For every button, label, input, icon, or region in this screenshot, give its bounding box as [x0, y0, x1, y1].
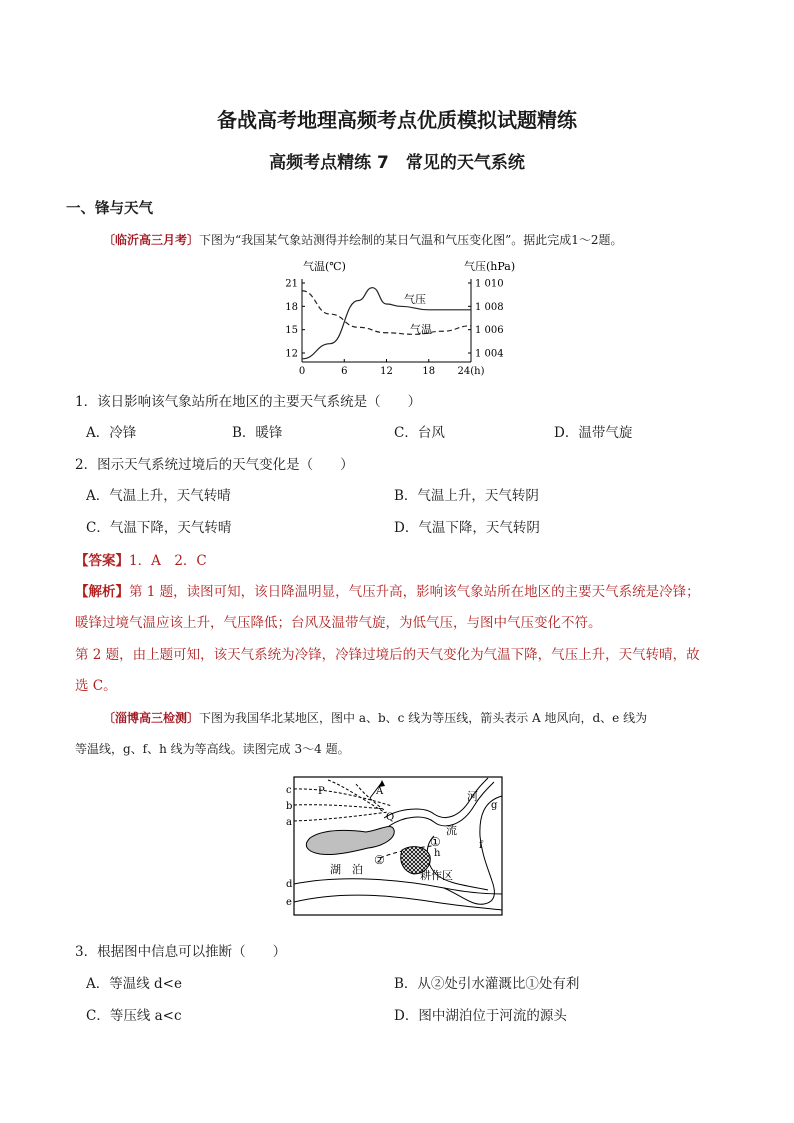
x-tick-label: 12 [380, 366, 393, 377]
label-c: c [286, 785, 292, 796]
q2-option-c[interactable]: C．气温下降，天气转晴 [86, 520, 232, 536]
y-left-tick-label: 18 [285, 301, 298, 313]
north-china-map [284, 776, 506, 916]
x-tick-label: 6 [341, 366, 348, 377]
question-1: 1．该日影响该气象站所在地区的主要天气系统是（ ） [75, 394, 422, 410]
intro-2 [103, 709, 647, 726]
q1-option-d[interactable]: D．温带气旋 [554, 425, 633, 441]
q3-option-a[interactable]: A．等温线 d<e [86, 976, 182, 992]
intro-1 [103, 231, 623, 248]
legend-temperature: 气温 [410, 323, 432, 336]
label-circle-1: ① [430, 835, 441, 849]
y-left-tick-label: 15 [285, 325, 298, 337]
q2-option-d[interactable]: D．气温下降，天气转阴 [394, 520, 540, 536]
y-right-tick-label: 1 004 [475, 348, 504, 360]
q3-option-b[interactable]: B．从②处引水灌溉比①处有利 [394, 976, 580, 992]
label-a: a [286, 817, 292, 828]
label-d: d [286, 879, 293, 890]
label-river-1: 河 [467, 790, 478, 803]
section-heading: 一、锋与天气 [66, 201, 153, 217]
label-f: f [479, 840, 483, 851]
answer [75, 549, 207, 569]
y-right-label: 气压(hPa) [464, 260, 516, 273]
y-right-tick-label: 1 008 [475, 301, 504, 313]
label-b: b [286, 801, 293, 812]
source-2: 〔淄博高三检测〕 [103, 711, 200, 725]
intro-1-text: 下图为“我国某气象站测得并绘制的某日气温和气压变化图”。据此完成1～2题。 [199, 233, 623, 247]
analysis-line-4: 选 C。 [75, 678, 117, 694]
legend-pressure: 气压 [404, 293, 426, 306]
y-left-tick-label: 12 [285, 348, 298, 360]
label-A: A [376, 786, 384, 797]
x-tick-label: 18 [422, 366, 436, 377]
q2-option-a[interactable]: A．气温上升，天气转晴 [86, 488, 231, 504]
x-tick-label: 0 [298, 366, 306, 377]
label-g: g [491, 800, 498, 811]
series-temperature-line [302, 291, 471, 335]
q3-option-d[interactable]: D．图中湖泊位于河流的源头 [394, 1008, 567, 1024]
series-pressure-line [302, 288, 471, 359]
q1-option-a[interactable]: A．冷锋 [86, 425, 137, 441]
question-2: 2．图示天气系统过境后的天气变化是（ ） [75, 457, 354, 473]
label-farmland: 耕作区 [420, 869, 453, 882]
y-right-tick-label: 1 006 [475, 325, 504, 337]
y-left-tick-label: 21 [285, 278, 298, 290]
analysis-line-3: 第 2 题，由上题可知，该天气系统为冷锋，冷锋过境后的天气变化为气温下降，气压上升，天气转晴，故 [75, 647, 700, 663]
label-h: h [434, 848, 441, 859]
label-lake: 湖 泊 [330, 863, 363, 876]
q2-option-b[interactable]: B．气温上升，天气转阴 [394, 488, 539, 504]
q3-option-c[interactable]: C．等压线 a<c [86, 1008, 182, 1024]
analysis-label: 【解析】 [75, 584, 129, 600]
page-title: 备战高考地理高频考点优质模拟试题精练 [217, 108, 577, 132]
label-P: P [318, 786, 325, 797]
temp-pressure-chart [280, 255, 516, 377]
page-subtitle: 高频考点精练 7 常见的天气系统 [269, 153, 525, 173]
label-Q: Q [386, 812, 395, 823]
answer-label: 【答案】 [75, 553, 129, 569]
question-3: 3．根据图中信息可以推断（ ） [75, 944, 287, 960]
analysis-line-1 [75, 580, 700, 600]
label-river-2: 流 [446, 824, 457, 837]
label-e: e [286, 897, 292, 908]
y-left-label: 气温(℃) [303, 260, 346, 273]
q1-option-b[interactable]: B．暖锋 [232, 425, 283, 441]
analysis-text-1: 第 1 题，读图可知，该日降温明显，气压升高，影响该气象站所在地区的主要天气系统是冷锋； [129, 584, 700, 600]
analysis-line-2: 暖锋过境气温应该上升，气压降低；台风及温带气旋，为低气压，与图中气压变化不符。 [75, 615, 602, 631]
answer-text: 1．A 2．C [129, 553, 207, 569]
intro-2-line-2: 等温线，g、f、h 线为等高线。读图完成 3～4 题。 [75, 742, 350, 756]
source-1: 〔临沂高三月考〕 [103, 233, 200, 247]
q1-option-c[interactable]: C．台风 [394, 425, 445, 441]
label-circle-2: ② [374, 853, 385, 867]
intro-2-text: 下图为我国华北某地区，图中 a、b、c 线为等压线，箭头表示 A 地风向，d、e 线为 [199, 711, 648, 725]
x-tick-label: 24(h) [457, 366, 485, 377]
y-right-tick-label: 1 010 [475, 278, 504, 290]
